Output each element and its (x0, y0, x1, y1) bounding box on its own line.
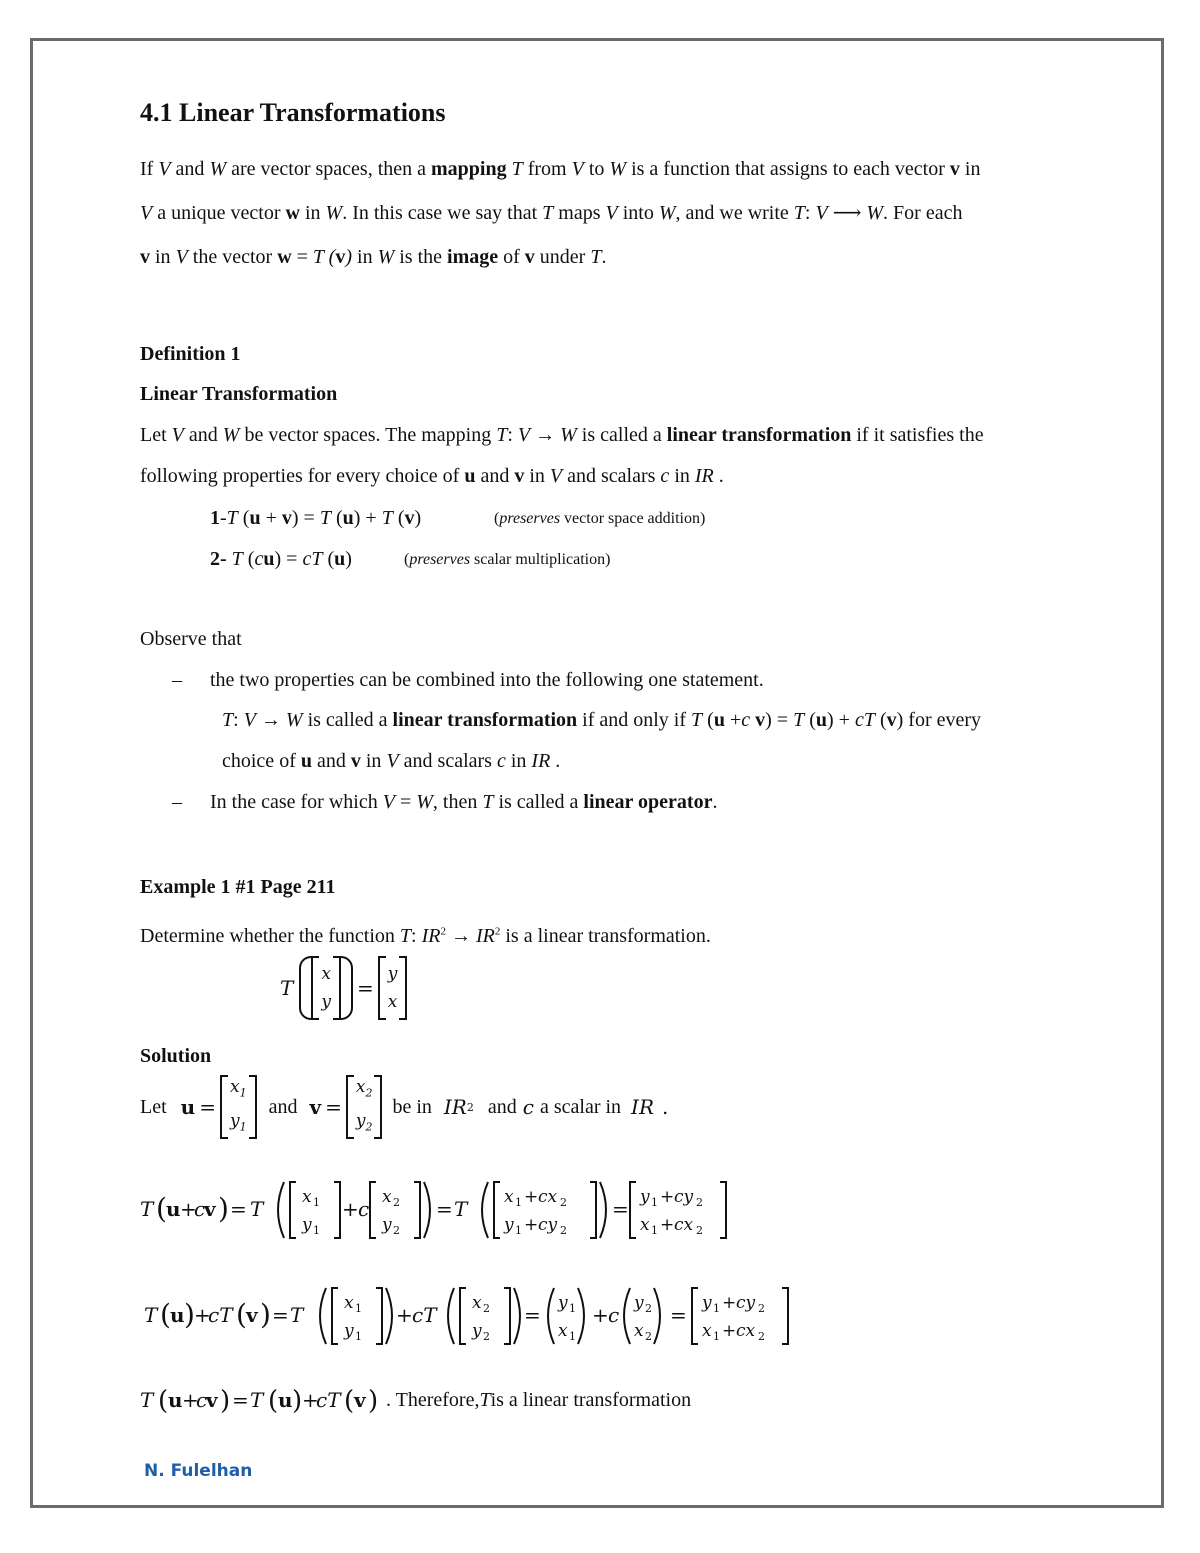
svg-text:=: = (272, 1303, 289, 1327)
svg-text:+: + (592, 1303, 609, 1327)
svg-text:cy: cy (538, 1215, 558, 1235)
svg-text:): ) (368, 1386, 379, 1416)
svg-text:c: c (358, 1197, 370, 1221)
property-2-note: (preserves scalar multiplication) (404, 551, 611, 568)
solution-let-line: Let u = $x_1$ $y_1$ and v = $x_2$ $y_2$ be in IR 2 and c a scalar in IR . (140, 1075, 668, 1139)
definition-line-2: following properties for every choice of u and v in V and scalars c in IR . (140, 465, 724, 487)
svg-text:T: T (144, 1303, 158, 1327)
svg-text:2: 2 (758, 1302, 765, 1315)
svg-text:+: + (722, 1293, 737, 1313)
svg-text:(: ( (158, 1386, 169, 1416)
svg-text:2: 2 (483, 1330, 490, 1343)
svg-text:): ) (260, 1298, 271, 1331)
svg-text:1: 1 (355, 1330, 362, 1343)
svg-text:1: 1 (569, 1330, 576, 1343)
svg-text:): ) (218, 1192, 229, 1225)
svg-text:2: 2 (758, 1330, 765, 1343)
svg-text:2: 2 (560, 1224, 567, 1237)
svg-text:T: T (290, 1303, 304, 1327)
svg-text:y: y (344, 1321, 354, 1341)
property-2: 2- T (cu) = cT (u) (210, 548, 352, 570)
svg-text:1: 1 (355, 1302, 362, 1315)
svg-text:v: v (246, 1303, 258, 1327)
property-1: 1-T (u + v) = T (u) + T (v) (210, 507, 422, 529)
svg-text:+: + (182, 1388, 199, 1412)
svg-text:=: = (436, 1197, 453, 1221)
svg-text:u: u (166, 1197, 181, 1221)
svg-text:x: x (504, 1187, 514, 1207)
svg-text:+: + (660, 1187, 675, 1207)
svg-text:cT: cT (412, 1303, 437, 1327)
svg-text:1: 1 (313, 1196, 320, 1209)
svg-text:x: x (634, 1321, 644, 1341)
example-function: T x y = y x (280, 955, 407, 1021)
svg-text:y: y (302, 1215, 312, 1235)
svg-text:(: ( (268, 1386, 279, 1416)
definition-subheading: Linear Transformation (140, 383, 338, 405)
svg-text:2: 2 (560, 1196, 567, 1209)
svg-text:cx: cx (674, 1215, 694, 1235)
solution-heading: Solution (140, 1045, 212, 1067)
conclusion-line: T ( u + c v ) = T ( u ) + cT ( v ) . Therefore, T is a linear transformation (140, 1386, 692, 1416)
svg-text:2: 2 (393, 1196, 400, 1209)
property-1-note: (preserves vector space addition) (494, 510, 706, 527)
svg-text:(: ( (160, 1298, 171, 1331)
svg-text:x: x (558, 1321, 568, 1341)
observe-bullet-1-line-a: T: V → W is called a linear transformation if and only if T (u +c v) = T (u) + cT (v) for every (222, 709, 982, 731)
conclusion-equation (140, 1384, 408, 1416)
svg-text:y: y (382, 1215, 392, 1235)
svg-text:+: + (302, 1388, 319, 1412)
svg-text:x: x (344, 1293, 354, 1313)
svg-text:x: x (702, 1321, 712, 1341)
observe-bullet-1-line-b: choice of u and v in V and scalars c in IR . (222, 750, 561, 772)
svg-text:cT: cT (316, 1388, 341, 1412)
svg-text:v: v (204, 1197, 216, 1221)
svg-text:y: y (558, 1293, 568, 1313)
svg-text:T: T (250, 1197, 264, 1221)
svg-text:): ) (184, 1298, 195, 1331)
svg-text:2: 2 (696, 1196, 703, 1209)
footer-author: N. Fulelhan (144, 1461, 253, 1481)
svg-text:+: + (342, 1197, 359, 1221)
observe-heading: Observe that (140, 628, 242, 650)
definition-heading: Definition 1 (140, 343, 241, 365)
svg-text:y: y (640, 1187, 650, 1207)
svg-text:cy: cy (674, 1187, 694, 1207)
svg-text:1: 1 (569, 1302, 576, 1315)
svg-text:=: = (670, 1303, 687, 1327)
svg-text:+: + (660, 1215, 675, 1235)
observe-bullet-2: In the case for which V = W, then T is called a linear operator. (210, 791, 718, 813)
svg-text:): ) (220, 1386, 231, 1416)
svg-text:2: 2 (393, 1224, 400, 1237)
svg-text:1: 1 (651, 1196, 658, 1209)
svg-text:c: c (608, 1303, 620, 1327)
svg-text:c: c (194, 1197, 206, 1221)
svg-text:y: y (702, 1293, 712, 1313)
svg-text:T: T (250, 1388, 264, 1412)
svg-text:=: = (232, 1388, 249, 1412)
svg-text:=: = (612, 1197, 629, 1221)
svg-text:1: 1 (713, 1302, 720, 1315)
svg-text:cx: cx (736, 1321, 756, 1341)
svg-text:x: x (472, 1293, 482, 1313)
svg-text:+: + (194, 1303, 211, 1327)
svg-text:v: v (354, 1388, 366, 1412)
svg-text:cT: cT (208, 1303, 233, 1327)
svg-text:): ) (292, 1386, 303, 1416)
svg-text:+: + (396, 1303, 413, 1327)
intro-line-3: v in V the vector w = T (v) in W is the image of v under T. (140, 246, 607, 268)
observe-bullet-1: the two properties can be combined into the following one statement. (210, 669, 764, 691)
svg-text:+: + (524, 1215, 539, 1235)
bullet-dash-1: – (172, 669, 182, 691)
equation-line-1 (136, 1174, 736, 1246)
svg-text:2: 2 (696, 1224, 703, 1237)
bullet-dash-2: – (172, 791, 182, 813)
intro-line-1: If V and W are vector spaces, then a mapping T from V to W is a function that assigns to each vector v in (140, 158, 981, 180)
definition-line-1: Let V and W be vector spaces. The mapping T: V → W is called a linear transformation if it satisfies the (140, 424, 984, 446)
svg-text:x: x (382, 1187, 392, 1207)
svg-text:T: T (140, 1388, 154, 1412)
svg-text:(: ( (236, 1298, 247, 1331)
svg-text:2: 2 (483, 1302, 490, 1315)
section-title: 4.1 Linear Transformations (140, 98, 446, 127)
svg-text:x: x (302, 1187, 312, 1207)
svg-text:y: y (472, 1321, 482, 1341)
svg-text:2: 2 (645, 1330, 652, 1343)
example-heading: Example 1 #1 Page 211 (140, 876, 336, 898)
svg-text:T: T (454, 1197, 468, 1221)
intro-line-2: V a unique vector w in W. In this case we say that T maps V into W, and we write T: V ⟶ W. For each (140, 202, 963, 224)
svg-text:1: 1 (515, 1224, 522, 1237)
svg-text:1: 1 (313, 1224, 320, 1237)
svg-text:v: v (206, 1388, 218, 1412)
svg-text:u: u (170, 1303, 185, 1327)
svg-text:(: ( (156, 1192, 167, 1225)
svg-text:cx: cx (538, 1187, 558, 1207)
svg-text:+: + (722, 1321, 737, 1341)
svg-text:u: u (168, 1388, 183, 1412)
svg-text:T: T (140, 1197, 154, 1221)
svg-text:x: x (640, 1215, 650, 1235)
svg-text:1: 1 (515, 1196, 522, 1209)
svg-text:+: + (180, 1197, 197, 1221)
svg-text:u: u (278, 1388, 293, 1412)
svg-text:=: = (524, 1303, 541, 1327)
example-statement: Determine whether the function T: $IR^2 \to IR^2$ is a linear transformation. (140, 925, 711, 947)
svg-text:c: c (196, 1388, 208, 1412)
svg-text:1: 1 (713, 1330, 720, 1343)
svg-text:1: 1 (651, 1224, 658, 1237)
svg-text:=: = (230, 1197, 247, 1221)
svg-text:2: 2 (645, 1302, 652, 1315)
svg-text:cy: cy (736, 1293, 756, 1313)
svg-text:y: y (504, 1215, 514, 1235)
svg-text:y: y (634, 1293, 644, 1313)
svg-text:+: + (524, 1187, 539, 1207)
svg-text:(: ( (344, 1386, 355, 1416)
equation-line-2 (140, 1280, 810, 1352)
